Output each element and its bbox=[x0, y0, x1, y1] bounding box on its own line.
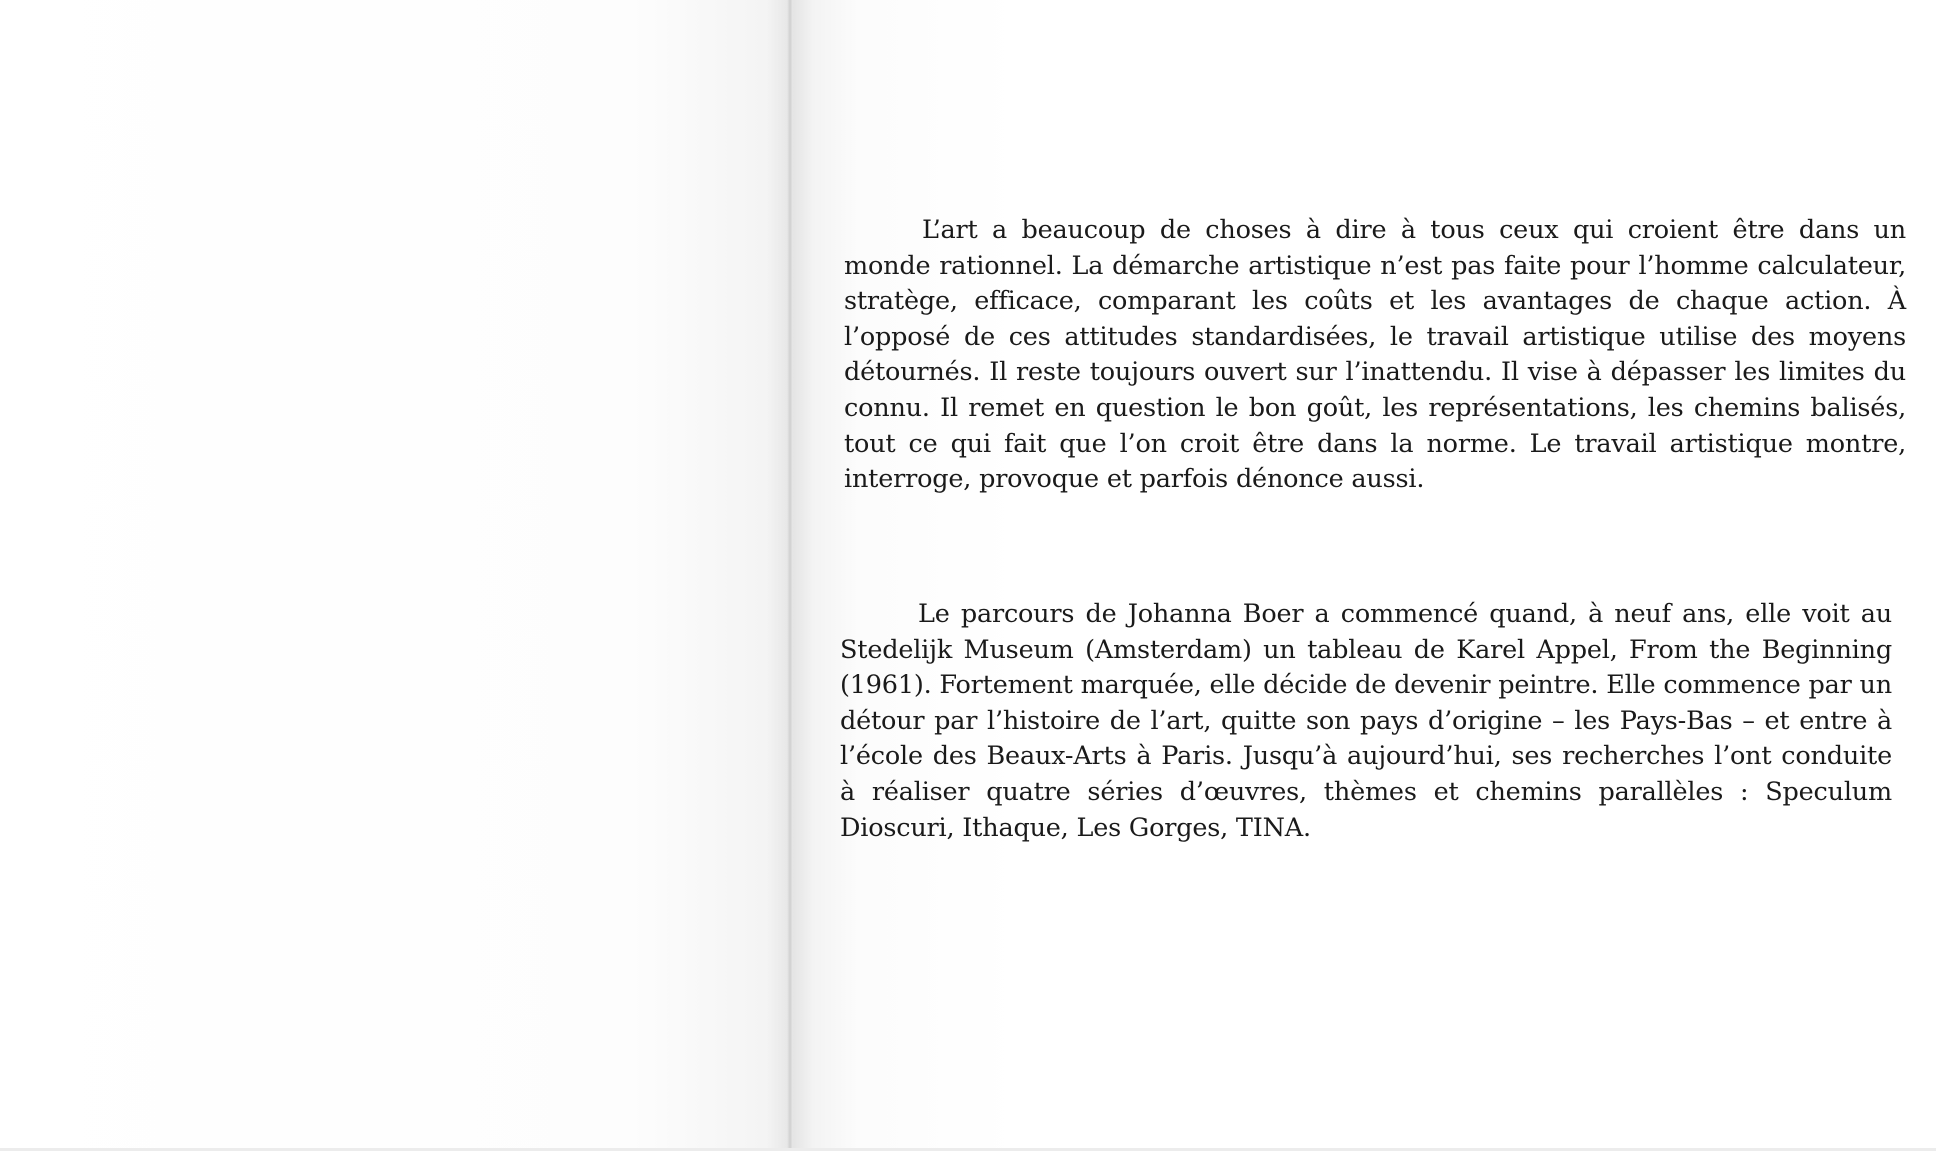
paragraph-text: L’art a beaucoup de choses à dire à tous ceux qui croient être dans un monde rationnel. La démarche artistique n’est pas faite pour l’homme calculateur, stratège, efficace, comparant les coûts et les avantages de chaque action. À l’opposé de ces attitudes standardisées, le travail artistique utilise des moyens détournés. Il reste toujours ouvert sur l’inattendu. Il vise à dépasser les limites du connu. Il remet en question le bon goût, les représentations, les chemins balisés, tout ce qui fait que l’on croit être dans la norme. Le travail artistique montre, interroge, provoque et parfois dénonce aussi. bbox=[844, 215, 1906, 495]
left-page bbox=[0, 0, 790, 1151]
paragraph-art-intro bbox=[844, 213, 1906, 498]
paragraph-text: Le parcours de Johanna Boer a commencé quand, à neuf ans, elle voit au Stedelijk Museum (Amsterdam) un tableau de Karel Appel, From the Beginning (1961). Fortement marquée, elle décide de devenir peintre. Elle commence par un détour par l’histoire de l’art, quitte son pays d’origine – les Pays-Bas – et entre à l’école des Beaux-Arts à Paris. Jusqu’à aujourd’hui, ses recherches l’ont conduite à réaliser quatre séries d’œuvres, thèmes et chemins parallèles : Speculum Dioscuri, Ithaque, Les Gorges, TINA. bbox=[840, 599, 1892, 843]
show-through-marks bbox=[33, 121, 47, 188]
right-page bbox=[790, 0, 1936, 1151]
book-gutter bbox=[787, 0, 793, 1151]
paragraph-johanna-boer bbox=[840, 597, 1892, 846]
